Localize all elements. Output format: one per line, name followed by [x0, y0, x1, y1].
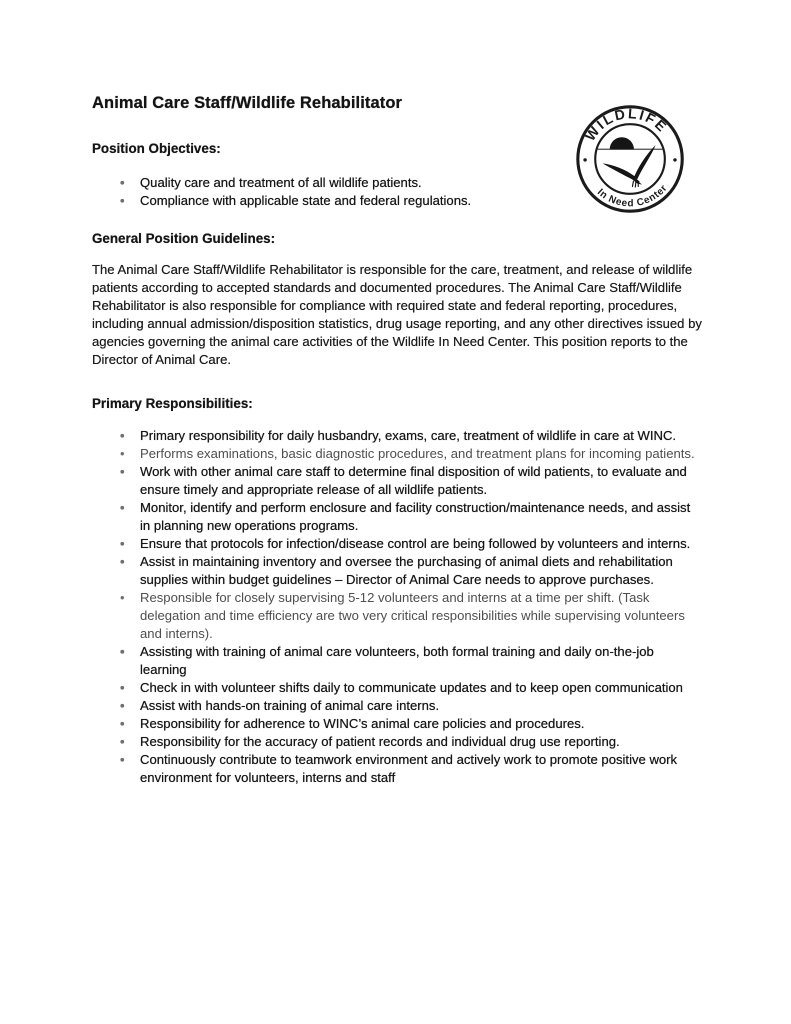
objective-item: • Quality care and treatment of all wildlife patients.	[92, 174, 704, 192]
responsibility-item: • Responsibility for the accuracy of patient records and individual drug use reporting.	[92, 733, 704, 751]
responsibility-item: • Ensure that protocols for infection/disease control are being followed by volunteers and interns.	[92, 535, 704, 553]
guidelines-heading: General Position Guidelines:	[92, 231, 276, 246]
responsibility-item: • Responsible for closely supervising 5-12 volunteers and interns at a time per shift. (Task delegation and time efficiency are two very critical responsibilities while supervising volunteers and interns).	[92, 589, 704, 643]
logo-bottom-text: In Need Center	[594, 182, 670, 210]
responsibility-item: • Assisting with training of animal care volunteers, both formal training and daily on-the-job learning	[92, 643, 704, 679]
responsibility-item: • Performs examinations, basic diagnostic procedures, and treatment plans for incoming patients.	[92, 445, 704, 463]
responsibility-item: • Assist in maintaining inventory and oversee the purchasing of animal diets and rehabilitation supplies within budget guidelines – Director of Animal Care needs to approve purchases.	[92, 553, 704, 589]
section-general-guidelines	[92, 230, 704, 369]
responsibility-item: • Responsibility for adherence to WINC’s animal care policies and procedures.	[92, 715, 704, 733]
document-body	[92, 94, 704, 787]
section-primary-responsibilities	[92, 395, 704, 787]
responsibility-item: • Monitor, identify and perform enclosure and facility construction/maintenance needs, and assist in planning new operations programs.	[92, 499, 704, 535]
page-title: Animal Care Staff/Wildlife Rehabilitator	[92, 94, 403, 112]
responsibility-item: • Check in with volunteer shifts daily to communicate updates and to keep open communication	[92, 679, 704, 697]
responsibility-item: • Primary responsibility for daily husbandry, exams, care, treatment of wildlife in care at WINC.	[92, 427, 704, 445]
responsibilities-heading: Primary Responsibilities:	[92, 396, 253, 411]
responsibilities-list	[92, 427, 704, 787]
objectives-list	[92, 174, 704, 210]
objectives-heading: Position Objectives:	[92, 141, 221, 156]
responsibility-item: • Work with other animal care staff to determine final disposition of wild patients, to evaluate and ensure timely and appropriate release of all wildlife patients.	[92, 463, 704, 499]
responsibility-item: • Continuously contribute to teamwork environment and actively work to promote positive work environment for volunteers, interns and staff	[92, 751, 704, 787]
guidelines-paragraph: The Animal Care Staff/Wildlife Rehabilitator is responsible for the care, treatment, and release of wildlife patients according to accepted standards and documented procedures. The Animal Care Staff/Wildlife Rehabilitator is also responsible for compliance with required state and federal reporting, procedures, including annual admission/disposition statistics, drug usage reporting, and any other directives issued by agencies governing the animal care activities of the Wildlife In Need Center. This position reports to the Director of Animal Care.	[92, 262, 702, 367]
objective-item: • Compliance with applicable state and federal regulations.	[92, 192, 704, 210]
section-position-objectives	[92, 140, 704, 210]
logo-top-text: WILDLIFE	[581, 105, 672, 144]
responsibility-item: • Assist with hands-on training of animal care interns.	[92, 697, 704, 715]
